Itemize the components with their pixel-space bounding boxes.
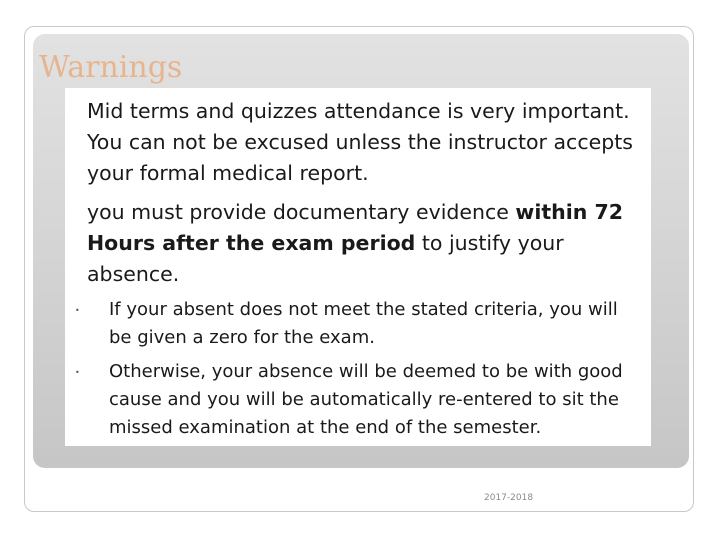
bullet-icon: • [75, 368, 80, 377]
evidence-text-end: to justify your absence. [87, 231, 564, 286]
attendance-paragraph: Mid terms and quizzes attendance is very important. You can not be excused unless the instructor accepts your formal medical report. [87, 99, 633, 185]
bullet-icon: • [75, 306, 80, 315]
slide-footer-date: 2017-2018 [484, 493, 534, 503]
evidence-text-start: you must provide documentary evidence [87, 200, 516, 224]
content-image-box [65, 88, 651, 446]
evidence-paragraph [87, 197, 647, 290]
evidence-deadline-bold: within 72 Hours after the exam period [87, 200, 624, 255]
bullet-text: If your absent does not meet the stated criteria, you will be given a zero for the exam. [109, 299, 618, 348]
slide-title: Warnings [39, 50, 183, 85]
bullet-text: Otherwise, your absence will be deemed to be with good cause and you will be automatically re-entered to sit the missed examination at the end of the semester. [109, 361, 623, 438]
